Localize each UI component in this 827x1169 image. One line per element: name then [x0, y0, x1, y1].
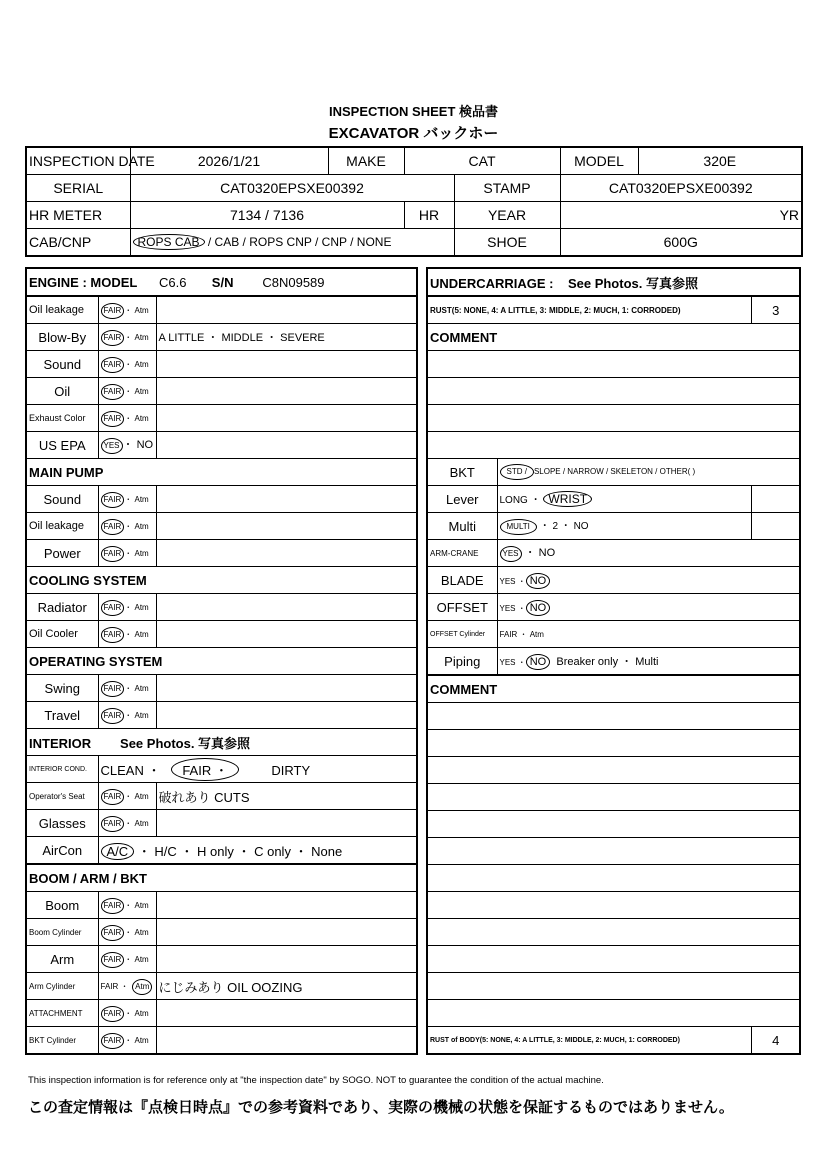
- no-option: ・ NO: [122, 439, 154, 451]
- oil-leakage-label: Oil leakage: [26, 296, 98, 324]
- aircon-label: AirCon: [26, 837, 98, 865]
- lever-options: [497, 486, 752, 513]
- comment-line: [427, 946, 800, 973]
- power-note: [156, 540, 417, 567]
- fair-circled: FAIR: [101, 303, 125, 319]
- dirty-option: DIRTY: [271, 762, 311, 778]
- main-pump-heading: MAIN PUMP: [26, 459, 417, 486]
- blowby-rating: [98, 324, 156, 351]
- attachment-rating: [98, 1000, 156, 1027]
- fair-circled: FAIR: [101, 708, 125, 724]
- cab-other-options: / CAB / ROPS CNP / CNP / NONE: [207, 235, 392, 249]
- radiator-rating: [98, 594, 156, 621]
- year-label: YEAR: [454, 202, 560, 229]
- swing-note: [156, 675, 417, 702]
- comment-line: [427, 378, 800, 405]
- fair-circled: FAIR: [101, 330, 125, 346]
- atm-option: ・ Atm: [124, 414, 149, 423]
- atm-option: ・ Atm: [124, 928, 149, 937]
- comment-line: [427, 1000, 800, 1027]
- no-circled: NO: [526, 573, 551, 589]
- pump-oil-leakage-rating: [98, 513, 156, 540]
- fair-circled: FAIR: [101, 519, 125, 535]
- cab-selected: ROPS CAB: [133, 234, 205, 250]
- us-epa-note: [156, 432, 417, 459]
- yes-circled: YES: [101, 438, 123, 454]
- seat-rating: [98, 783, 156, 810]
- fair-circled-big: FAIR ・: [171, 758, 239, 781]
- fair-circled: FAIR: [101, 411, 125, 427]
- atm-option: ・ Atm: [124, 522, 149, 531]
- atm-option: ・ Atm: [124, 901, 149, 910]
- long-option: LONG ・: [499, 495, 541, 506]
- blade-options: [497, 567, 800, 594]
- radiator-label: Radiator: [26, 594, 98, 621]
- hr-unit: HR: [404, 202, 454, 229]
- piping-other-options: Breaker only ・ Multi: [556, 655, 659, 668]
- hr-meter-label: HR METER: [26, 202, 130, 229]
- multi-label: Multi: [427, 513, 497, 540]
- atm-option: ・ Atm: [124, 1009, 149, 1018]
- fair-circled: FAIR: [101, 1033, 125, 1049]
- aircon-options: [98, 837, 417, 865]
- exhaust-label: Exhaust Color: [26, 405, 98, 432]
- shoe-label: SHOE: [454, 229, 560, 257]
- interior-heading: INTERIOR: [29, 735, 92, 751]
- left-inspection-table: [25, 267, 418, 1055]
- comment-line: [427, 784, 800, 811]
- atm-option: ・ Atm: [124, 955, 149, 964]
- piping-options: [497, 648, 800, 676]
- attachment-label: ATTACHMENT: [26, 1000, 98, 1027]
- power-label: Power: [26, 540, 98, 567]
- sound-note: [156, 351, 417, 378]
- lever-note: [752, 486, 800, 513]
- yes-circled: YES: [500, 546, 522, 562]
- atm-option: ・ Atm: [124, 630, 149, 639]
- comment-line: [427, 405, 800, 432]
- atm-option: ・ Atm: [124, 306, 149, 315]
- atm-option: ・ Atm: [124, 711, 149, 720]
- boom-rating: [98, 892, 156, 919]
- undercarriage-note: See Photos. 写真参照: [567, 275, 698, 291]
- cab-options: [130, 229, 454, 257]
- interior-note: See Photos. 写真参照: [120, 735, 251, 751]
- oil-note: [156, 378, 417, 405]
- offset-cylinder-options: FAIR ・ Atm: [497, 621, 800, 648]
- pump-sound-rating: [98, 486, 156, 513]
- shoe-value: 600G: [560, 229, 802, 257]
- no-circled: NO: [526, 600, 551, 616]
- fair-circled: FAIR: [101, 789, 125, 805]
- us-epa-label: US EPA: [26, 432, 98, 459]
- boom-cylinder-note: [156, 919, 417, 946]
- header-table: [25, 146, 803, 257]
- travel-label: Travel: [26, 702, 98, 729]
- interior-cond-options: [98, 756, 417, 783]
- atm-option: ・ Atm: [124, 1036, 149, 1045]
- atm-option: ・ Atm: [124, 360, 149, 369]
- comment-line: [427, 892, 800, 919]
- undercarriage-label: UNDERCARRIAGE :: [430, 275, 554, 291]
- right-inspection-table: [426, 267, 801, 1055]
- aircon-other-options: ・ H/C ・ H only ・ C only ・ None: [137, 843, 343, 859]
- multi-note: [752, 513, 800, 540]
- pump-oil-leakage-label: Oil leakage: [26, 513, 98, 540]
- exhaust-note: [156, 405, 417, 432]
- offset-label: OFFSET: [427, 594, 497, 621]
- inspection-date-label: INSPECTION DATE: [26, 147, 130, 175]
- oil-leakage-rating: [98, 296, 156, 324]
- boom-heading: BOOM / ARM / BKT: [26, 864, 417, 892]
- fair-option: FAIR ・: [100, 982, 129, 991]
- year-unit: YR: [560, 202, 802, 229]
- blowby-level: A LITTLE ・ MIDDLE ・ SEVERE: [156, 324, 417, 351]
- bkt-cylinder-rating: [98, 1027, 156, 1055]
- atm-option: ・ Atm: [124, 684, 149, 693]
- make-value: CAT: [404, 147, 560, 175]
- atm-option: ・ Atm: [124, 603, 149, 612]
- blade-label: BLADE: [427, 567, 497, 594]
- sound-label: Sound: [26, 351, 98, 378]
- model-value: 320E: [638, 147, 802, 175]
- pump-sound-note: [156, 486, 417, 513]
- bkt-options: [497, 459, 800, 486]
- blowby-label: Blow-By: [26, 324, 98, 351]
- fair-circled: FAIR: [101, 384, 125, 400]
- seat-label: Operator's Seat: [26, 783, 98, 810]
- cab-label: CAB/CNP: [26, 229, 130, 257]
- multi-options: [497, 513, 752, 540]
- comment-line: [427, 730, 800, 757]
- pump-oil-leakage-note: [156, 513, 417, 540]
- bkt-label: BKT: [427, 459, 497, 486]
- radiator-note: [156, 594, 417, 621]
- no-circled: NO: [526, 654, 551, 670]
- travel-rating: [98, 702, 156, 729]
- boom-cylinder-label: Boom Cylinder: [26, 919, 98, 946]
- arm-rating: [98, 946, 156, 973]
- fair-circled: FAIR: [101, 600, 125, 616]
- fair-circled: FAIR: [101, 898, 125, 914]
- fair-circled: FAIR: [101, 492, 125, 508]
- boom-note: [156, 892, 417, 919]
- arm-label: Arm: [26, 946, 98, 973]
- inspection-date-value: 2026/1/21: [130, 147, 328, 175]
- comment-heading-2: COMMENT: [427, 675, 800, 703]
- fair-circled: FAIR: [101, 546, 125, 562]
- comment-line: [427, 811, 800, 838]
- comment-line: [427, 432, 800, 459]
- rust-value: 3: [752, 296, 800, 324]
- rust-body-value: 4: [752, 1027, 800, 1055]
- std-circled: STD /: [500, 464, 534, 480]
- hr-meter-value: 7134 / 7136: [130, 202, 404, 229]
- rust-label: RUST(5: NONE, 4: A LITTLE, 3: MIDDLE, 2: MUCH, 1: CORRODED): [427, 296, 752, 324]
- comment-line: [427, 757, 800, 784]
- serial-value: CAT0320EPSXE00392: [130, 175, 454, 202]
- atm-option: ・ Atm: [124, 333, 149, 342]
- oil-cooler-note: [156, 621, 417, 648]
- fair-circled: FAIR: [101, 357, 125, 373]
- arm-cylinder-note: にじみあり OIL OOZING: [156, 973, 417, 1000]
- swing-rating: [98, 675, 156, 702]
- arm-cylinder-label: Arm Cylinder: [26, 973, 98, 1000]
- boom-cylinder-rating: [98, 919, 156, 946]
- offset-cylinder-label: OFFSET Cylinder: [427, 621, 497, 648]
- stamp-label: STAMP: [454, 175, 560, 202]
- oil-label: Oil: [26, 378, 98, 405]
- arm-note: [156, 946, 417, 973]
- lever-label: Lever: [427, 486, 497, 513]
- sn-value: C8N09589: [262, 274, 325, 290]
- bkt-cylinder-note: [156, 1027, 417, 1055]
- interior-cond-label: INTERIOR COND.: [26, 756, 98, 783]
- multi-circled: MULTI: [500, 519, 537, 535]
- footer-disclaimer-jp: この査定情報は『点検日時点』での参考資料であり、実際の機械の状態を保証するものではありません。: [28, 1099, 734, 1116]
- arm-cylinder-rating: [98, 973, 156, 1000]
- arm-crane-options: [497, 540, 800, 567]
- bkt-cylinder-label: BKT Cylinder: [26, 1027, 98, 1055]
- oil-leakage-note: [156, 296, 417, 324]
- bkt-other-options: SLOPE / NARROW / SKELETON / OTHER( ): [533, 467, 696, 476]
- sheet-subtitle: EXCAVATOR バックホー: [328, 125, 499, 142]
- comment-line: [427, 973, 800, 1000]
- oil-cooler-label: Oil Cooler: [26, 621, 98, 648]
- yes-option: YES ・: [499, 603, 526, 613]
- us-epa-rating: [98, 432, 156, 459]
- yes-option: YES ・: [499, 576, 526, 586]
- exhaust-rating: [98, 405, 156, 432]
- oil-cooler-rating: [98, 621, 156, 648]
- fair-circled: FAIR: [101, 816, 125, 832]
- travel-note: [156, 702, 417, 729]
- offset-options: [497, 594, 800, 621]
- comment-line: [427, 865, 800, 892]
- rust-body-label: RUST of BODY(5: NONE, 4: A LITTLE, 3: MIDDLE, 2: MUCH, 1: CORRODED): [427, 1027, 752, 1055]
- fair-circled: FAIR: [101, 627, 125, 643]
- no-option: ・ NO: [524, 547, 556, 559]
- yes-option: YES ・: [499, 657, 526, 667]
- sheet-title: INSPECTION SHEET 検品書: [328, 104, 499, 119]
- attachment-note: [156, 1000, 417, 1027]
- model-label: MODEL: [560, 147, 638, 175]
- sound-rating: [98, 351, 156, 378]
- multi-other-options: ・ 2 ・ NO: [539, 521, 589, 532]
- stamp-value: CAT0320EPSXE00392: [560, 175, 802, 202]
- arm-crane-label: ARM-CRANE: [427, 540, 497, 567]
- fair-circled: FAIR: [101, 952, 125, 968]
- comment-line: [427, 351, 800, 378]
- comment-line: [427, 919, 800, 946]
- boom-label: Boom: [26, 892, 98, 919]
- operating-heading: OPERATING SYSTEM: [26, 648, 417, 675]
- sn-label: S/N: [211, 274, 234, 290]
- atm-circled: Atm: [132, 979, 152, 995]
- comment-line: [427, 703, 800, 730]
- glasses-note: [156, 810, 417, 837]
- clean-option: CLEAN ・: [100, 762, 161, 778]
- footer-disclaimer-en: This inspection information is for reference only at "the inspection date" by SOGO. NOT to guarantee the condition of the actual machine.: [28, 1075, 604, 1086]
- swing-label: Swing: [26, 675, 98, 702]
- ac-circled: A/C: [101, 843, 135, 860]
- atm-option: ・ Atm: [124, 792, 149, 801]
- oil-rating: [98, 378, 156, 405]
- comment-heading: COMMENT: [427, 324, 800, 351]
- fair-circled: FAIR: [101, 681, 125, 697]
- atm-option: ・ Atm: [124, 819, 149, 828]
- engine-model: C6.6: [159, 274, 187, 290]
- make-label: MAKE: [328, 147, 404, 175]
- wrist-circled: WRIST: [543, 491, 592, 507]
- power-rating: [98, 540, 156, 567]
- fair-circled: FAIR: [101, 925, 125, 941]
- comment-line: [427, 838, 800, 865]
- atm-option: ・ Atm: [124, 387, 149, 396]
- glasses-label: Glasses: [26, 810, 98, 837]
- engine-label: ENGINE : MODEL: [29, 274, 138, 290]
- piping-label: Piping: [427, 648, 497, 676]
- seat-note: 破れあり CUTS: [156, 783, 417, 810]
- atm-option: ・ Atm: [124, 495, 149, 504]
- cooling-heading: COOLING SYSTEM: [26, 567, 417, 594]
- atm-option: ・ Atm: [124, 549, 149, 558]
- pump-sound-label: Sound: [26, 486, 98, 513]
- glasses-rating: [98, 810, 156, 837]
- fair-circled: FAIR: [101, 1006, 125, 1022]
- serial-label: SERIAL: [26, 175, 130, 202]
